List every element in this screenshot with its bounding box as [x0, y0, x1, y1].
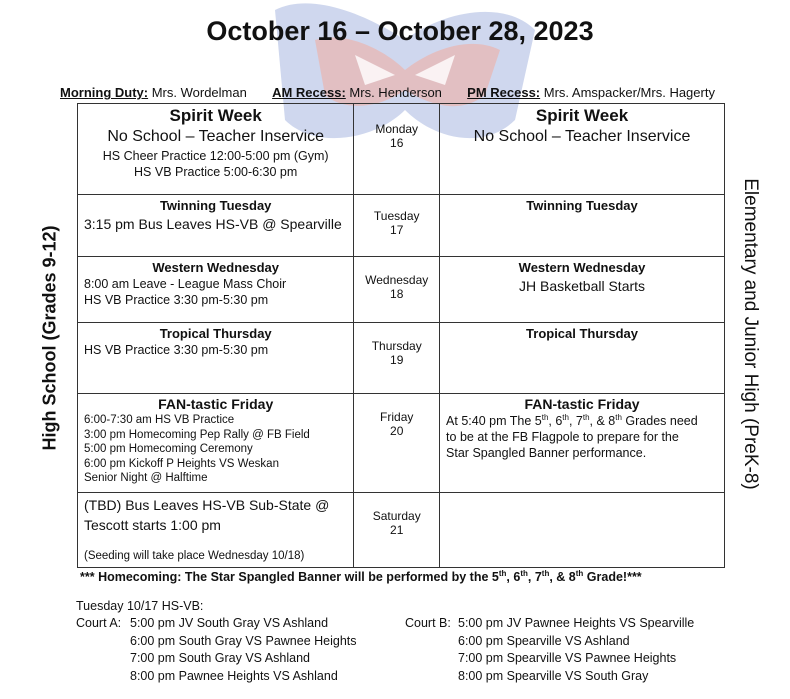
- court-b-label: Court B:: [405, 616, 451, 630]
- page-title: October 16 – October 28, 2023: [206, 16, 594, 46]
- day-date: 21: [390, 523, 404, 537]
- high-school-side-label: High School (Grades 9-12): [39, 225, 60, 451]
- el-wednesday-line: JH Basketball Starts: [518, 278, 646, 294]
- day-cell-saturday: [354, 493, 440, 568]
- court-a-game: 7:00 pm South Gray VS Ashland: [130, 651, 310, 665]
- el-friday-line: At 5:40 pm The 5th, 6th, 7th, & 8th Grades need: [446, 412, 698, 428]
- el-cell-monday: [440, 104, 725, 195]
- el-friday-heading: FAN-tastic Friday: [524, 396, 640, 412]
- day-cell-thursday: [354, 323, 440, 394]
- court-b-game: 7:00 pm Spearville VS Pawnee Heights: [458, 651, 677, 665]
- day-name: Saturday: [372, 509, 421, 523]
- hs-thursday-heading: Tropical Thursday: [159, 326, 272, 341]
- court-a-game: 8:00 pm Pawnee Heights VS Ashland: [130, 668, 338, 683]
- elementary-side-label: Elementary and Junior High (PreK-8): [740, 178, 761, 490]
- el-cell-wednesday: [440, 257, 725, 323]
- am-recess-value: Mrs. Henderson: [349, 85, 442, 100]
- el-tuesday-heading: Twinning Tuesday: [526, 198, 638, 213]
- hs-saturday-line: Tescott starts 1:00 pm: [84, 517, 221, 533]
- el-wednesday-heading: Western Wednesday: [518, 260, 646, 275]
- hs-monday-main: No School – Teacher Inservice: [107, 128, 325, 145]
- hs-wednesday-heading: Western Wednesday: [152, 260, 280, 275]
- hs-monday-line: HS VB Practice 5:00-6:30 pm: [134, 165, 298, 179]
- hs-cell-monday: [78, 104, 354, 195]
- pm-recess-value: Mrs. Amspacker/Mrs. Hagerty: [543, 85, 715, 100]
- el-friday-line: to be at the FB Flagpole to prepare for the: [446, 430, 679, 444]
- hs-cell-friday: [78, 394, 354, 493]
- el-monday-heading: Spirit Week: [535, 106, 629, 125]
- day-name: Monday: [375, 122, 419, 136]
- schedule-table: [77, 103, 725, 568]
- hs-tuesday-line: 3:15 pm Bus Leaves HS-VB @ Spearville: [84, 216, 342, 232]
- day-date: 18: [390, 287, 404, 301]
- hs-cell-saturday: [78, 493, 354, 568]
- table-row: [78, 323, 725, 394]
- el-cell-tuesday: [440, 195, 725, 257]
- hs-wednesday-line: 8:00 am Leave - League Mass Choir: [84, 277, 287, 291]
- court-b-game: 5:00 pm JV Pawnee Heights VS Spearville: [458, 616, 695, 630]
- day-cell-monday: [354, 104, 440, 195]
- el-cell-thursday: [440, 323, 725, 394]
- day-date: 16: [390, 136, 404, 150]
- day-date: 19: [390, 353, 404, 367]
- hs-cell-wednesday: [78, 257, 354, 323]
- hs-friday-line: 5:00 pm Homecoming Ceremony: [84, 443, 253, 455]
- el-friday-line: Star Spangled Banner performance.: [446, 446, 647, 460]
- duty-assignments: [60, 85, 715, 100]
- hs-friday-line: 6:00-7:30 am HS VB Practice: [84, 414, 235, 426]
- table-row: [78, 195, 725, 257]
- hs-saturday-line: (Seeding will take place Wednesday 10/18): [84, 550, 305, 562]
- el-monday-main: No School – Teacher Inservice: [473, 128, 691, 145]
- court-b-list: [458, 615, 694, 685]
- hs-monday-heading: Spirit Week: [169, 106, 262, 125]
- day-name: Wednesday: [365, 273, 429, 287]
- court-a-label: Court A:: [76, 616, 122, 630]
- pm-recess-label: PM Recess:: [467, 85, 541, 100]
- day-cell-friday: [354, 394, 440, 493]
- day-date: 20: [390, 424, 404, 438]
- morning-duty-value: Mrs. Wordelman: [151, 85, 247, 100]
- hs-wednesday-line: HS VB Practice 3:30 pm-5:30 pm: [84, 293, 269, 307]
- hs-thursday-line: HS VB Practice 3:30 pm-5:30 pm: [84, 343, 269, 357]
- el-thursday-heading: Tropical Thursday: [526, 326, 639, 341]
- hs-cell-tuesday: [78, 195, 354, 257]
- hs-friday-line: Senior Night @ Halftime: [84, 472, 208, 484]
- court-a-game: 6:00 pm South Gray VS Pawnee Heights: [130, 633, 357, 648]
- hs-tuesday-heading: Twinning Tuesday: [159, 198, 272, 213]
- hs-cell-thursday: [78, 323, 354, 394]
- hs-friday-heading: FAN-tastic Friday: [158, 396, 274, 412]
- court-a-list: [130, 615, 357, 685]
- hs-saturday-line: (TBD) Bus Leaves HS-VB Sub-State @: [84, 497, 330, 513]
- table-row: [78, 257, 725, 323]
- hs-monday-line: HS Cheer Practice 12:00-5:00 pm (Gym): [102, 149, 329, 163]
- homecoming-note: *** Homecoming: The Star Spangled Banner will be performed by the 5th, 6th, 7th, & 8th Grade!***: [80, 568, 642, 584]
- day-name: Thursday: [371, 339, 422, 353]
- am-recess-label: AM Recess:: [272, 85, 346, 100]
- day-cell-wednesday: [354, 257, 440, 323]
- hs-friday-line: 6:00 pm Kickoff P Heights VS Weskan: [84, 457, 279, 470]
- day-name: Friday: [380, 410, 414, 424]
- court-a-game: 5:00 pm JV South Gray VS Ashland: [130, 616, 329, 630]
- table-row: [78, 493, 725, 568]
- table-row: [78, 104, 725, 195]
- el-cell-saturday: [440, 493, 725, 568]
- court-b-game: 6:00 pm Spearville VS Ashland: [458, 633, 630, 648]
- court-b-game: 8:00 pm Spearville VS South Gray: [458, 668, 649, 683]
- volleyball-heading: Tuesday 10/17 HS-VB:: [76, 599, 204, 613]
- hs-friday-line: 3:00 pm Homecoming Pep Rally @ FB Field: [84, 428, 310, 441]
- table-row: [78, 394, 725, 493]
- day-date: 17: [390, 223, 404, 237]
- day-name: Tuesday: [373, 209, 420, 223]
- el-cell-friday: [440, 394, 725, 493]
- day-cell-tuesday: [354, 195, 440, 257]
- morning-duty-label: Morning Duty:: [60, 85, 149, 100]
